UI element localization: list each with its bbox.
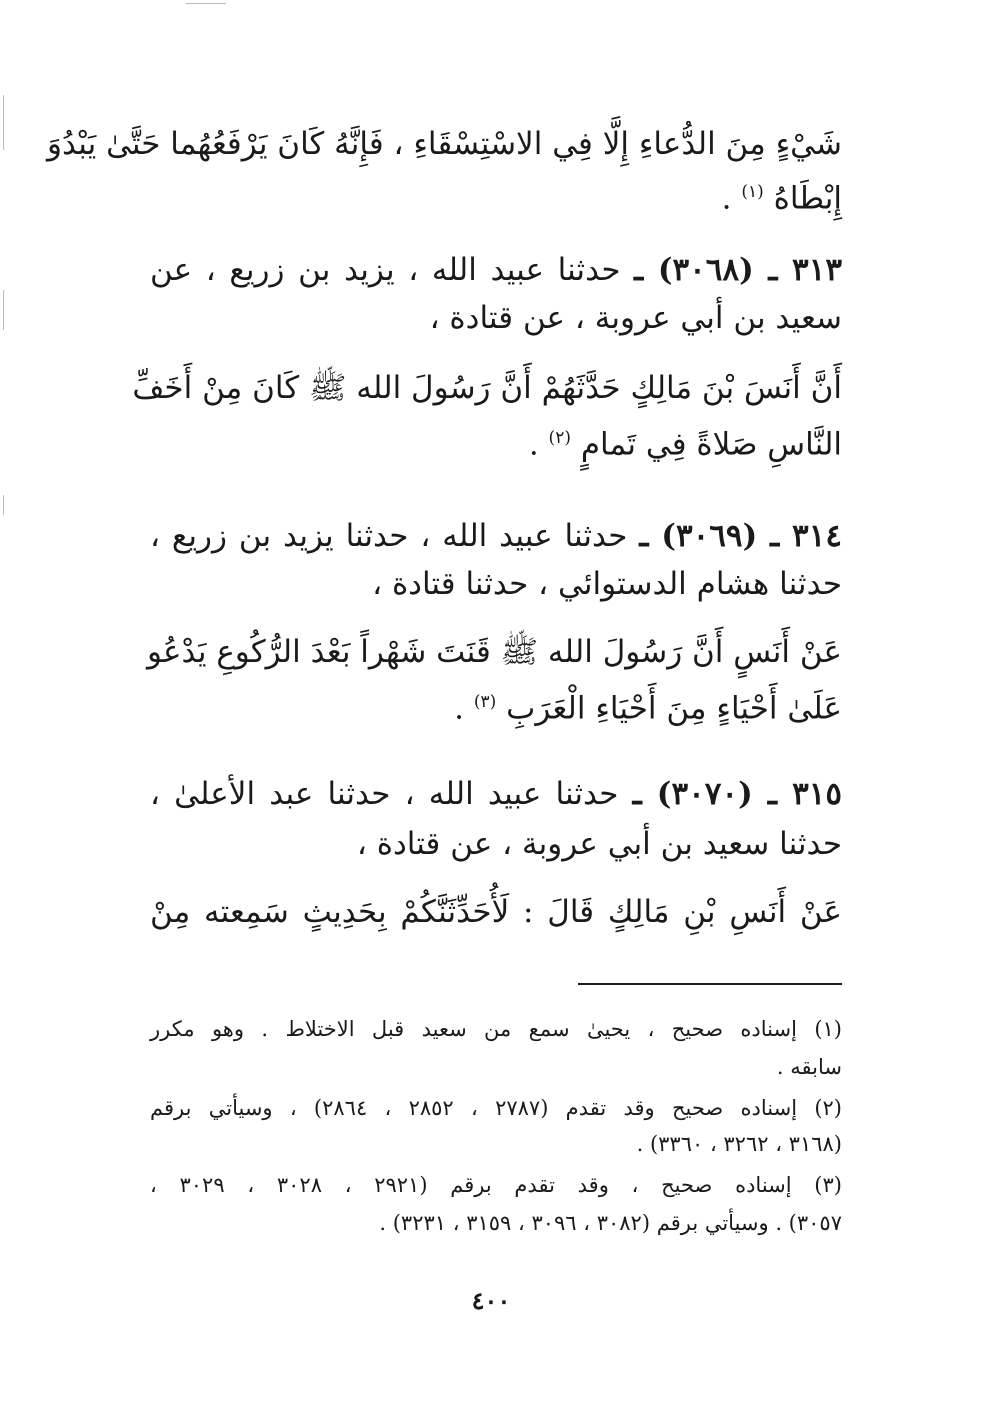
text-span: إِبْطَاهُ xyxy=(773,180,842,217)
text-span: عَلَىٰ أَحْيَاءٍ مِنَ أَحْيَاءِ الْعَرَبِ xyxy=(506,690,842,727)
text-line xyxy=(150,416,842,466)
text-line: حدثنا سعيد بن أبي عروبة ، عن قتادة ، xyxy=(356,826,842,862)
scan-mark xyxy=(3,95,4,150)
isnad-text: حدثنا عبيد الله ، يزيد بن زريع ، عن xyxy=(150,252,621,288)
text-line: عَنْ أَنَسٍ أَنَّ رَسُولَ الله ﷺ قَنَتَ شَهْراً بَعْدَ الرُّكُوعِ يَدْعُو xyxy=(147,634,842,670)
footnote-ref: (٢) xyxy=(548,428,571,448)
footnote-ref: (١) xyxy=(741,182,764,202)
line-end-period: . xyxy=(454,690,465,727)
scan-mark xyxy=(3,495,4,515)
footnote-line: (١) إسناده صحيح ، يحيىٰ سمع من سعيد قبل الاختلاط . وهو مكرر xyxy=(150,1017,842,1041)
footnote-line: ٣٠٥٧) . وسيأتي برقم (٣٠٨٢ ، ٣٠٩٦ ، ٣١٥٩ ، ٣٢٣١) . xyxy=(379,1211,842,1235)
footnote-ref: (٣) xyxy=(473,692,497,712)
footnote-line: (٢) إسناده صحيح وقد تقدم (٢٧٨٧ ، ٢٨٥٢ ، ٢٨٦٤) ، وسيأتي برقم xyxy=(150,1096,842,1120)
hadith-header xyxy=(150,248,842,292)
hadith-header xyxy=(150,772,842,816)
hadith-number: ٣١٤ ـ (٣٠٦٩) ـ xyxy=(639,518,842,554)
line-end-period: . xyxy=(721,180,732,217)
text-line: سعيد بن أبي عروبة ، عن قتادة ، xyxy=(429,300,842,336)
footnote-divider xyxy=(578,983,842,985)
scan-mark xyxy=(3,290,4,330)
text-line: شَيْءٍ مِنَ الدُّعاءِ إِلَّا فِي الاسْتِسْقَاءِ ، فَإِنَّهُ كَانَ يَرْفَعُهُما حَتَّىٰ يَبْدُوَ xyxy=(47,126,842,162)
hadith-header xyxy=(150,514,842,558)
isnad-text: حدثنا عبيد الله ، حدثنا عبد الأعلىٰ ، xyxy=(150,776,619,812)
hadith-number: ٣١٥ ـ (٣٠٧٠) ـ xyxy=(632,776,843,812)
footnote-line: سابقه . xyxy=(776,1055,842,1079)
scan-mark xyxy=(186,3,226,4)
text-line xyxy=(150,680,842,730)
text-line: حدثنا هشام الدستوائي ، حدثنا قتادة ، xyxy=(372,566,842,602)
footnote-line: (٣) إسناده صحيح ، وقد تقدم برقم (٢٩٢١ ، ٣٠٢٨ ، ٣٠٢٩ ، xyxy=(150,1173,842,1197)
footnote-line: (٣١٦٨ ، ٣٢٦٢ ، ٣٣٦٠) . xyxy=(636,1132,842,1156)
page-number: ٤٠٠ xyxy=(471,1286,511,1315)
text-line: عَنْ أَنَسِ بْنِ مَالِكٍ قَالَ : لَأُحَدِّثَنَّكُمْ بِحَدِيثٍ سَمِعته مِنْ xyxy=(150,894,842,930)
line-end-period: . xyxy=(528,426,539,463)
text-line xyxy=(150,170,842,220)
text-span: النَّاسِ صَلاةً فِي تَمامٍ xyxy=(580,426,842,463)
text-line: أَنَّ أَنَسَ بْنَ مَالِكٍ حَدَّثَهُمْ أَنَّ رَسُولَ الله ﷺ كَانَ مِنْ أَخَفِّ xyxy=(132,370,842,406)
isnad-text: حدثنا عبيد الله ، حدثنا يزيد بن زريع ، xyxy=(150,518,628,554)
hadith-number: ٣١٣ ـ (٣٠٦٨) ـ xyxy=(634,252,842,288)
